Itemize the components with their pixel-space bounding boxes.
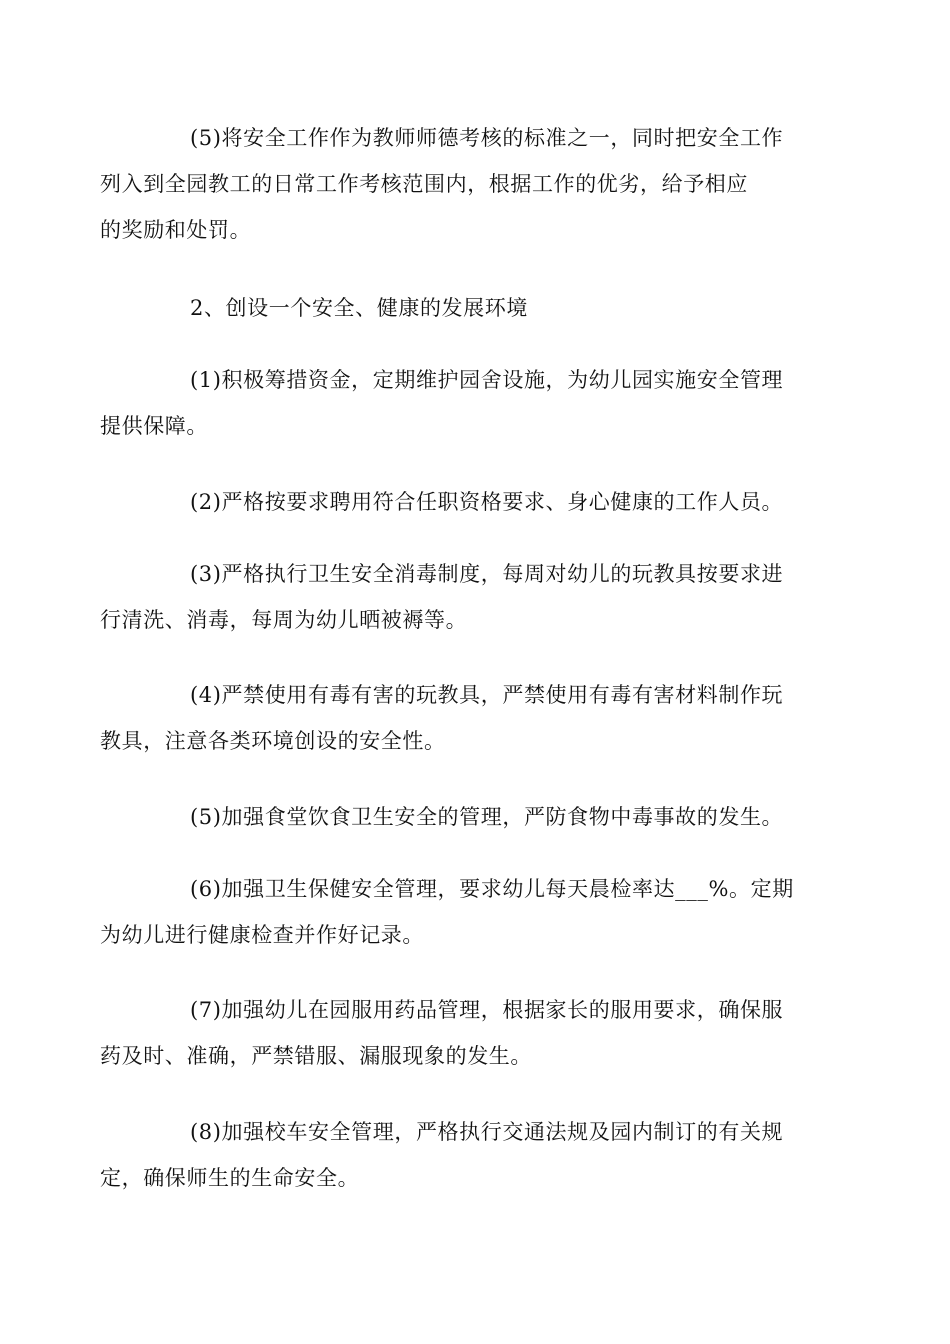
text-line: (1)积极筹措资金，定期维护园舍设施，为幼儿园实施安全管理	[190, 368, 784, 392]
text-line: (2)严格按要求聘用符合任职资格要求、身心健康的工作人员。	[190, 490, 784, 514]
text-line: 列入到全园教工的日常工作考核范围内，根据工作的优劣，给予相应	[100, 172, 748, 196]
section-heading-environment	[145, 285, 810, 331]
paragraph-item-4	[100, 672, 810, 764]
text-line: 药及时、准确，严禁错服、漏服现象的发生。	[100, 1044, 532, 1068]
text-line: 提供保障。	[100, 414, 208, 438]
text-line: (7)加强幼儿在园服用药品管理，根据家长的服用要求，确保服	[190, 998, 784, 1022]
paragraph-item-5	[145, 794, 810, 840]
text-line: (4)严禁使用有毒有害的玩教具，严禁使用有毒有害材料制作玩	[190, 683, 784, 707]
text-line: (8)加强校车安全管理，严格执行交通法规及园内制订的有关规	[190, 1120, 784, 1144]
paragraph-item-6	[100, 866, 810, 958]
text-line: 定，确保师生的生命安全。	[100, 1166, 360, 1190]
paragraph-item-1	[100, 357, 810, 449]
text-line: 为幼儿进行健康检查并作好记录。	[100, 923, 424, 947]
text-line: 教具，注意各类环境创设的安全性。	[100, 729, 446, 753]
text-line: 的奖励和处罚。	[100, 218, 252, 242]
heading-text: 2、创设一个安全、健康的发展环境	[190, 296, 528, 320]
paragraph-item-3	[100, 551, 810, 643]
text-line: (5)加强食堂饮食卫生安全的管理，严防食物中毒事故的发生。	[190, 805, 784, 829]
paragraph-item-8	[100, 1109, 810, 1201]
paragraph-safety-assessment	[100, 115, 810, 253]
text-line: 行清洗、消毒，每周为幼儿晒被褥等。	[100, 608, 468, 632]
text-line: (5)将安全工作作为教师师德考核的标准之一，同时把安全工作	[190, 126, 784, 150]
text-line: (3)严格执行卫生安全消毒制度，每周对幼儿的玩教具按要求进	[190, 562, 784, 586]
text-line: (6)加强卫生保健安全管理，要求幼儿每天晨检率达___%。定期	[190, 877, 794, 901]
paragraph-item-2	[145, 479, 810, 525]
paragraph-item-7	[100, 987, 810, 1079]
